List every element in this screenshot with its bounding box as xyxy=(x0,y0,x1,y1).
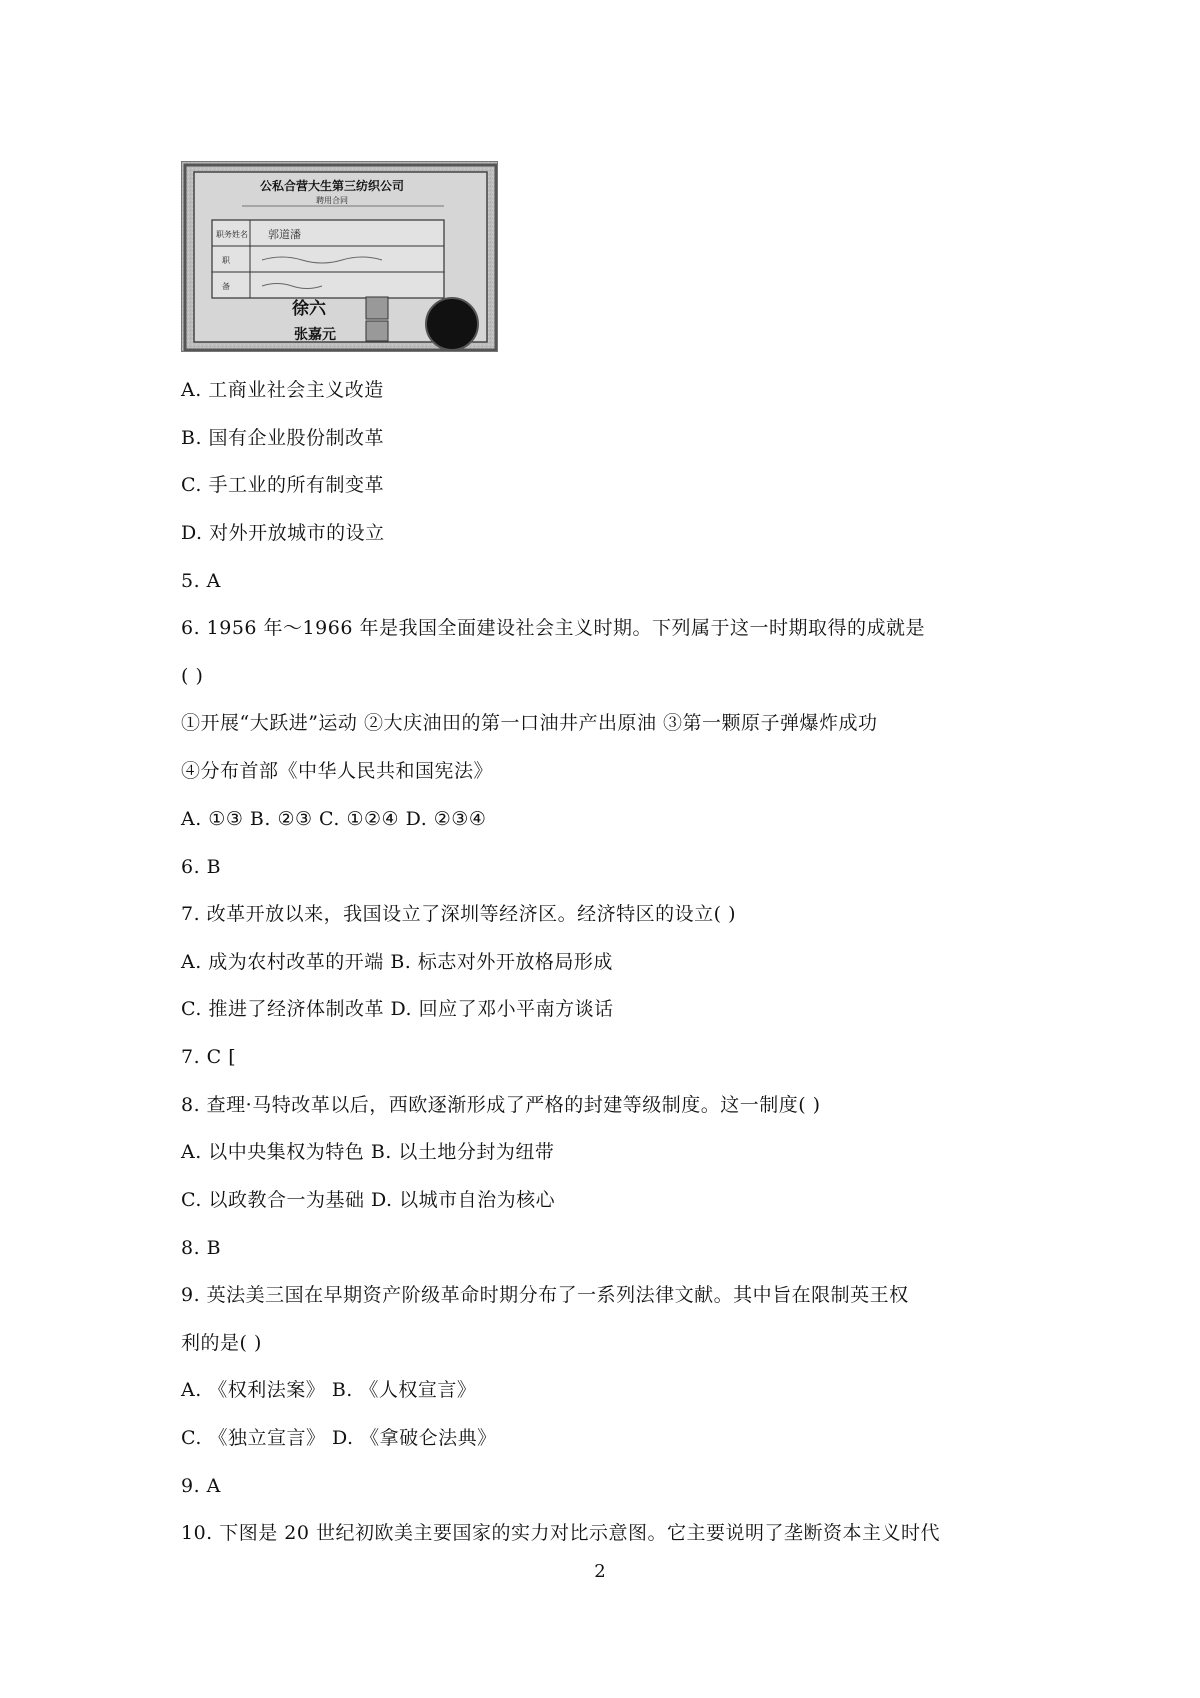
option-b: B. 国有企业股份制改革 xyxy=(181,427,385,449)
answer-5: 5. A xyxy=(181,570,221,592)
certificate-signature-1: 徐六 xyxy=(292,299,326,319)
question-6-paren: ( ) xyxy=(181,665,204,687)
question-6-options: A. ①③ B. ②③ C. ①②④ D. ②③④ xyxy=(181,808,487,830)
question-10: 10. 下图是 20 世纪初欧美主要国家的实力对比示意图。它主要说明了垄断资本主义时代 xyxy=(181,1522,941,1544)
option-a: A. 工商业社会主义改造 xyxy=(181,379,384,401)
question-8-options-cd: C. 以政教合一为基础 D. 以城市自治为核心 xyxy=(181,1189,556,1211)
question-9-options-cd: C. 《独立宣言》 D. 《拿破仑法典》 xyxy=(181,1427,497,1449)
answer-9: 9. A xyxy=(181,1475,221,1497)
question-6: 6. 1956 年～1966 年是我国全面建设社会主义时期。下列属于这一时期取得的成就是 xyxy=(181,617,925,639)
question-7: 7. 改革开放以来，我国设立了深圳等经济区。经济特区的设立( ) xyxy=(181,903,737,925)
option-d: D. 对外开放城市的设立 xyxy=(181,522,385,544)
question-7-options-cd: C. 推进了经济体制改革 D. 回应了邓小平南方谈话 xyxy=(181,998,614,1020)
question-6-items-cont: ④分布首部《中华人民共和国宪法》 xyxy=(181,760,494,782)
question-8-options-ab: A. 以中央集权为特色 B. 以土地分封为纽带 xyxy=(181,1141,555,1163)
option-c: C. 手工业的所有制变革 xyxy=(181,474,384,496)
certificate-title: 公私合营大生第三纺织公司 xyxy=(259,179,405,193)
question-7-options-ab: A. 成为农村改革的开端 B. 标志对外开放格局形成 xyxy=(181,951,613,973)
certificate-photo xyxy=(181,161,498,352)
question-8: 8. 查理·马特改革以后，西欧逐渐形成了严格的封建等级制度。这一制度( ) xyxy=(181,1094,821,1116)
certificate-field-3: 备 xyxy=(222,282,230,291)
answer-7: 7. C [ xyxy=(181,1046,237,1068)
certificate-field-1: 职务姓名 xyxy=(216,230,248,239)
question-9-options-ab: A. 《权利法案》 B. 《人权宣言》 xyxy=(181,1379,477,1401)
certificate-subtitle: 聘用合同 xyxy=(316,196,348,205)
question-9: 9. 英法美三国在早期资产阶级革命时期分布了一系列法律文献。其中旨在限制英王权 xyxy=(181,1284,909,1306)
certificate-signature-2: 张嘉元 xyxy=(294,327,336,343)
page-number: 2 xyxy=(594,1561,606,1582)
question-9-cont: 利的是( ) xyxy=(181,1332,262,1354)
answer-8: 8. B xyxy=(181,1237,222,1259)
certificate-field-2: 职 xyxy=(222,256,230,265)
answer-6: 6. B xyxy=(181,856,222,878)
question-6-items: ①开展“大跃进”运动 ②大庆油田的第一口油井产出原油 ③第一颗原子弹爆炸成功 xyxy=(181,712,878,734)
certificate-name: 郭道潘 xyxy=(268,228,301,241)
